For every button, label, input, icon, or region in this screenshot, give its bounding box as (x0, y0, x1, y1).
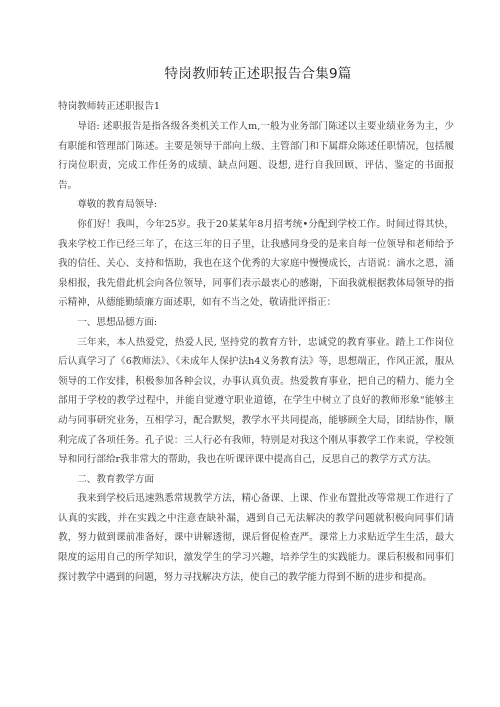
teaching-paragraph: 我来到学校后迅速熟悉常规教学方法，精心备课、上课、作业布置批改等常规工作进行了认真的实践，并在实践之中注意查缺补漏，遇到自己无法解决的教学问题就积极向同事们请教，努力做到课前准备好，课中讲解透彻，课后督促检查严。课常上力求贴近学生生活，最大限度的运用自己的所学知识，激发学生的学习兴趣，培养学生的实践能力。课后积极和同事们探讨教学中遇到的问题，努力寻找解决方法，使自己的教学能力得到不断的进步和提高。 (58, 493, 454, 583)
section-heading-teaching: 二、教育教学方面 (77, 473, 154, 485)
salutation: 尊敬的教育局领导: (77, 199, 158, 211)
document-title: 特岗教师转正述职报告合集9篇 (164, 66, 352, 82)
section-heading-ideology: 一、思想品德方面: (77, 316, 158, 328)
report-subtitle: 特岗教师转正述职报告1 (58, 101, 161, 112)
greeting-paragraph: 你们好！我叫，今年25岁。我于20某某年8月招考统•分配到学校工作。时间过得其快，我来学校工作已经三年了，在这三年的日子里，让我感同身受的是来自每一位领导和老师给予我的信任、关心、支持和悟助，我也在这个优秀的大家庭中慢慢成长，古语说：滴水之恩，涌泉相报，我先借此机会向各位领导，同事们表示最衷心的感谢，下面我就根据教体局领导的指示精神，从德能勤绩廉方面述职，如有不当之处，敬请批评指正： (58, 218, 454, 309)
ideology-paragraph: 三年来，本人热爱党，热爱人民, 坚持党的教育方针，忠诚党的教育事业。踏上工作岗位后认真学习了《6教师法》、《未成年人保护法h4义务教育法》等，思想端正，作风正派，服从领导的工作安排，积极参加各种会议，办事认真负责。热爱教育事业，把自己的精力、能力全部用于学校的教学过程中，并能自觉遵守职业道德，在学生中树立了良好的教师形象“能够主动与同事研究业务，互相学习，配合默契，教学水平共同提高，能够顾全大局，团结协作，顺利完成了各项任务。孔子说：三人行必有我师，特别是对我这个刚从事教学工作来说，学校领导和同行部给r我非常大的帮助，我也在听课评课中提高自己，反思自己的教学方式方法。 (58, 336, 454, 466)
intro-paragraph: 导语: 述职报告是指各级各类机关工作人m,一般为业务部门陈述以主要业绩业务为主，少有职能和管理部门陈述。主要是领导干部向上级、主管部门和下属群众陈述任职情况，包括履行岗位职责，完成工作任务的成绩、缺点问题、设想, 进行自我回顾、评估、鉴定的书面报告。 (58, 121, 454, 191)
